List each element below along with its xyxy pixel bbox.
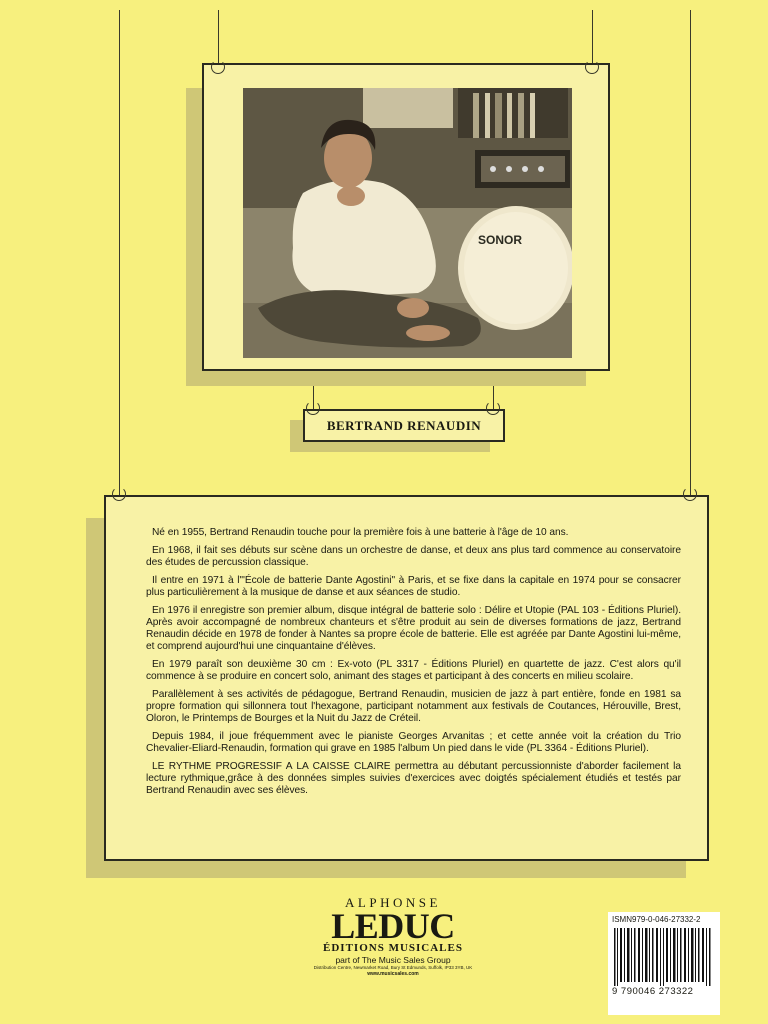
photo-hook-right [585,60,599,74]
publisher-line-leduc: LEDUC [331,906,455,946]
box-hook-right [683,487,697,501]
bio-paragraph: En 1968, il fait ses débuts sur scène dans un orchestre de danse, et deux ans plus tard commence au conservatoire des études de percussion classique. [146,545,681,568]
bio-paragraph: LE RYTHME PROGRESSIF A LA CAISSE CLAIRE permettra au débutant percussionniste d'aborder facilement la lecture rythmique,grâce à des données simples suivies d'exercices avec doigtés spécialement étudiés et testés par Bertrand Renaudin avec ses élèves. [146,761,681,796]
barcode-icon [612,928,716,986]
publisher-group: part of The Music Sales Group [335,955,451,965]
publisher-line-alphonse: ALPHONSE [345,895,441,910]
publisher-address: Distribution Centre, Newmarket Road, Bury St Edmunds, Suffolk, IP33 3YB, UK [313,965,473,970]
bio-paragraph: Il entre en 1971 à l'"École de batterie Dante Agostini" à Paris, et se fixe dans la capitale en 1974 pour se consacrer plus particulièrement à la musique de danse et aux séances de studio. [146,575,681,598]
publisher-line-editions: ÉDITIONS MUSICALES [323,942,463,954]
ismn-label: ISMN979-0-046-27332-2 [612,915,701,924]
portrait-illustration [243,88,572,358]
plate-hook-left [306,401,320,415]
bio-paragraph: En 1979 paraît son deuxième 30 cm : Ex-voto (PL 3317 - Éditions Pluriel) en quartette de jazz. C'est alors qu'il commence à se produire en concert solo, animant des stages et participant à des concerts en milieu scolaire. [146,659,681,682]
bio-paragraph: Né en 1955, Bertrand Renaudin touche pour la première fois à une batterie à l'âge de 10 ans. [152,527,569,538]
plate-hook-right [486,401,500,415]
bio-paragraph: Parallèlement à ses activités de pédagogue, Bertrand Renaudin, musicien de jazz à part entière, fonde en 1981 sa propre formation qui sillonnera tout l'hexagone, participant notamment aux festivals de Coutances, Hérouville, Brest, Oloron, le Printemps de Bourges et la Nuit du Jazz de Créteil. [146,689,681,724]
string-right-top [690,10,691,495]
photo-hook-left [211,60,225,74]
portrait-photo [243,88,572,358]
publisher-logo [313,895,473,977]
name-plate [303,409,505,442]
biography-box [104,495,709,861]
author-name: BERTRAND RENAUDIN [326,417,482,433]
bio-paragraph: En 1976 il enregistre son premier album, disque intégral de batterie solo : Délire et Utopie (PAL 103 - Éditions Pluriel). Après avoir accompagné de nombreux chanteurs et s'être produit au sein de diverses formations de jazz, Bertrand Renaudin décide en 1978 de fonder à Nantes sa propre école de batterie. Elle est agréée par Dante Agostini lui-même, et comprend aujourd'hui une cinquantaine d'élèves. [146,605,681,652]
barcode-box [608,912,720,1015]
box-hook-left [112,487,126,501]
barcode-number: 9 790046 273322 [612,986,694,997]
bio-paragraph: Depuis 1984, il joue fréquemment avec le pianiste Georges Arvanitas ; et cette année voit la création du Trio Chevalier-Eliard-Renaudin, formation qui grave en 1985 l'album Un pied dans le vide (PL 3364 - Éditions Pluriel). [146,731,681,754]
string-left-top [119,10,120,495]
drum-brand-text: SONOR [478,233,523,247]
publisher-website: www.musicsales.com [367,971,419,977]
